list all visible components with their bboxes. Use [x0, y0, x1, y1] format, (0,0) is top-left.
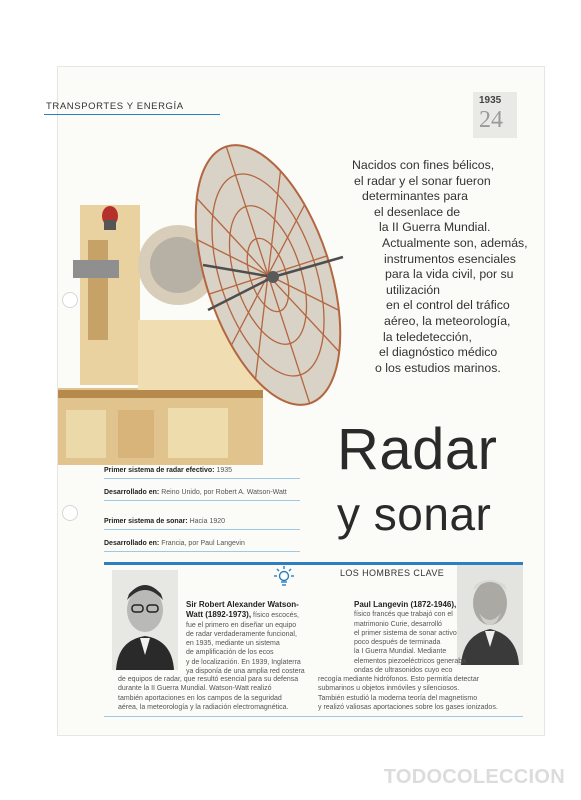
year-label: 1935: [479, 95, 502, 106]
intro-line: para la vida civil, por su: [385, 267, 514, 282]
bio-name: Sir Robert Alexander Watson-: [186, 600, 299, 609]
bio-watson-watt-continued: [118, 675, 298, 712]
bio-line: en 1935, mediante un sistema: [186, 640, 280, 648]
intro-line: determinantes para: [362, 189, 468, 204]
fact-value: 1935: [216, 467, 233, 474]
intro-line: en el control del tráfico: [386, 298, 510, 313]
radar-antenna-photo: [58, 120, 348, 465]
intro-line: aéreo, la meteorología,: [384, 313, 511, 328]
fact-value: Reino Unido, por Robert A. Watson-Watt: [161, 489, 287, 496]
bio-line: [354, 600, 466, 610]
bio-line: el primer sistema de sonar activo: [354, 629, 457, 637]
bio-line: poco después de terminada: [354, 639, 441, 647]
issue-number: 24: [479, 107, 503, 133]
bio-line: aérea, la meteorología y la radiación electromagnética.: [118, 703, 289, 711]
intro-line: Nacidos con fines bélicos,: [352, 158, 495, 172]
bio-line: También estudió la moderna teoría del magnetismo: [318, 694, 478, 702]
intro-line: la teledetección,: [383, 329, 472, 344]
article-title-line-1: Radar: [337, 417, 498, 482]
fact-label: Primer sistema de sonar:: [104, 518, 188, 525]
fact-row: [104, 539, 300, 552]
fact-label: Primer sistema de radar efectivo:: [104, 467, 215, 474]
bio-line: físico francés que trabajó con el: [354, 611, 453, 619]
key-people-heading: LOS HOMBRES CLAVE: [340, 568, 445, 578]
bio-line: matrimonio Curie, desarrolló: [354, 620, 442, 628]
bio-line: y realizó valiosas aportaciones sobre los gases ionizados.: [318, 703, 498, 711]
fact-label: Desarrollado en:: [104, 489, 160, 496]
fact-label: Desarrollado en:: [104, 540, 160, 547]
bio-line: elementos piezoeléctricos generaba: [354, 657, 467, 665]
bio-line: de amplificación de los ecos: [186, 649, 274, 657]
bio-watson-watt: [186, 600, 305, 676]
bio-line: fue el primero en diseñar un equipo: [186, 621, 297, 629]
fact-row: [104, 466, 300, 479]
bio-line: la I Guerra Mundial. Mediante: [354, 648, 447, 656]
bio-line: y de localización. En 1939, Inglaterra: [186, 658, 301, 666]
bio-line: recogía mediante hidrófonos. Esto permitía detectar: [318, 676, 480, 683]
bio-name: Paul Langevin (1872-1946),: [354, 600, 457, 609]
footer-rule: [104, 716, 523, 717]
bio-name: Watt (1892-1973),: [186, 610, 252, 620]
intro-line: el desenlace de: [374, 204, 461, 219]
fact-value: Hacia 1920: [189, 518, 226, 525]
watermark: TODOCOLECCION: [383, 766, 565, 788]
portrait-watson-watt: [112, 570, 178, 670]
fact-row: [104, 517, 300, 530]
bio-line: [186, 600, 305, 610]
bio-text: físico escocés,: [251, 612, 299, 620]
fact-value: Francia, por Paul Langevin: [161, 540, 245, 547]
bio-langevin: [354, 600, 466, 675]
bio-line: durante la II Guerra Mundial. Watson-Watt realizó: [118, 685, 272, 693]
binder-hole: [62, 505, 78, 521]
bio-line: ondas de ultrasonidos cuyo eco: [354, 667, 453, 675]
intro-line: el radar y el sonar fueron: [354, 173, 491, 188]
bio-line: también aportaciones en los campos de la seguridad: [118, 694, 282, 702]
intro-line: utilización: [386, 282, 440, 297]
section-rule: [44, 114, 220, 115]
intro-line: el diagnóstico médico: [379, 345, 498, 360]
bio-line: ya disponía de una amplia red costera: [186, 668, 305, 676]
intro-line: instrumentos esenciales: [384, 251, 516, 266]
portrait-langevin: [457, 565, 523, 665]
intro-line: la II Guerra Mundial.: [379, 220, 491, 235]
article-title-line-2: y sonar: [337, 488, 492, 540]
bio-line: de equipos de radar, que resultó esencial para su defensa: [118, 676, 299, 683]
section-label: TRANSPORTES Y ENERGÍA: [46, 101, 184, 112]
intro-line: Actualmente son, además,: [382, 235, 528, 250]
lightbulb-icon: [270, 565, 298, 589]
intro-line: o los estudios marinos.: [375, 360, 501, 375]
bio-line: [186, 610, 305, 620]
bio-line: de radar verdaderamente funcional,: [186, 630, 297, 638]
fact-row: [104, 488, 300, 501]
bio-langevin-continued: [318, 675, 498, 712]
binder-hole: [62, 292, 78, 308]
bio-line: submarinos u objetos inmóviles y silenciosos.: [318, 685, 460, 693]
intro-paragraph: [352, 158, 532, 376]
